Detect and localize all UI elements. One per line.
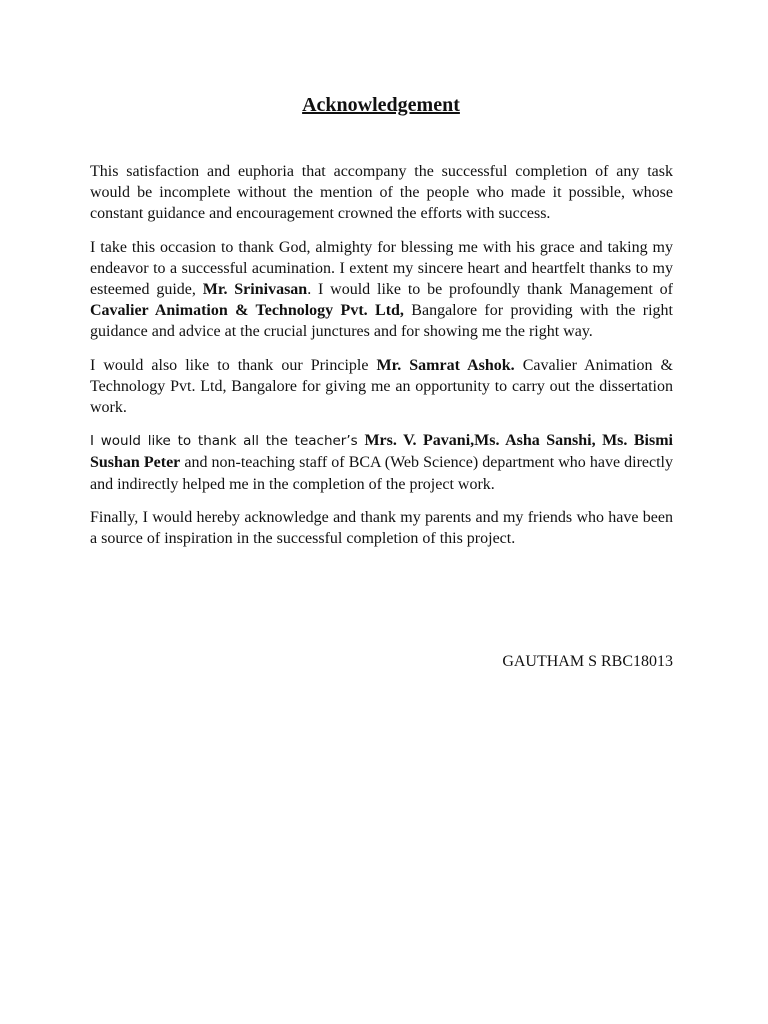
principal-name: Mr. Samrat Ashok.	[376, 356, 515, 374]
paragraph-intro	[90, 161, 673, 225]
paragraph-thanks-principal-text-2: Cavalier Animation & Technology Pvt. Ltd, Bangalore for giving me an opportunity to carry out the dissertation work.	[90, 356, 673, 417]
document-body	[90, 161, 673, 561]
paragraph-thanks-family-text: Finally, I would hereby acknowledge and thank my parents and my friends who have been a source of inspiration in the successful completion of this project.	[90, 508, 673, 548]
paragraph-thanks-guide-text-2: . I would like to be profoundly thank Management of	[307, 281, 673, 299]
page-title: Acknowledgement	[302, 94, 460, 116]
paragraph-thanks-guide-text-3: Bangalore for providing with the right guidance and advice at the crucial junctures and for showing me the right way.	[90, 302, 674, 341]
paragraph-thanks-teachers	[90, 430, 673, 495]
paragraph-intro-text: This satisfaction and euphoria that accompany the successful completion of any task would be incomplete without the mention of the people who made it possible, whose constant guidance and encouragement crowned the efforts with success.	[90, 163, 673, 223]
signature: GAUTHAM S RBC18013	[502, 653, 673, 670]
guide-name: Mr. Srinivasan	[202, 281, 308, 299]
paragraph-thanks-guide	[90, 237, 673, 343]
teacher-names: Mrs. V. Pavani,Ms. Asha Sanshi, Ms. Bismi Sushan Peter	[90, 432, 673, 472]
paragraph-thanks-guide-text-1: I take this occasion to thank God, almighty for blessing me with his grace and taking my endeavor to a successful acumination. I extent my sincere heart and heartfelt thanks to my esteemed guide,	[90, 238, 673, 299]
paragraph-thanks-principal-text-1: I would also like to thank our Principle	[90, 356, 377, 374]
company-name: Cavalier Animation & Technology Pvt. Ltd,	[90, 302, 404, 320]
paragraph-thanks-family	[90, 507, 673, 549]
paragraph-thanks-teachers-text-1: I would like to thank all the teacher’s	[90, 433, 365, 450]
paragraph-thanks-principal	[90, 355, 673, 419]
paragraph-thanks-teachers-text-2: and non-teaching staff of BCA (Web Science) department who have directly and indirectly helped me in the completion of the project work.	[90, 454, 674, 493]
